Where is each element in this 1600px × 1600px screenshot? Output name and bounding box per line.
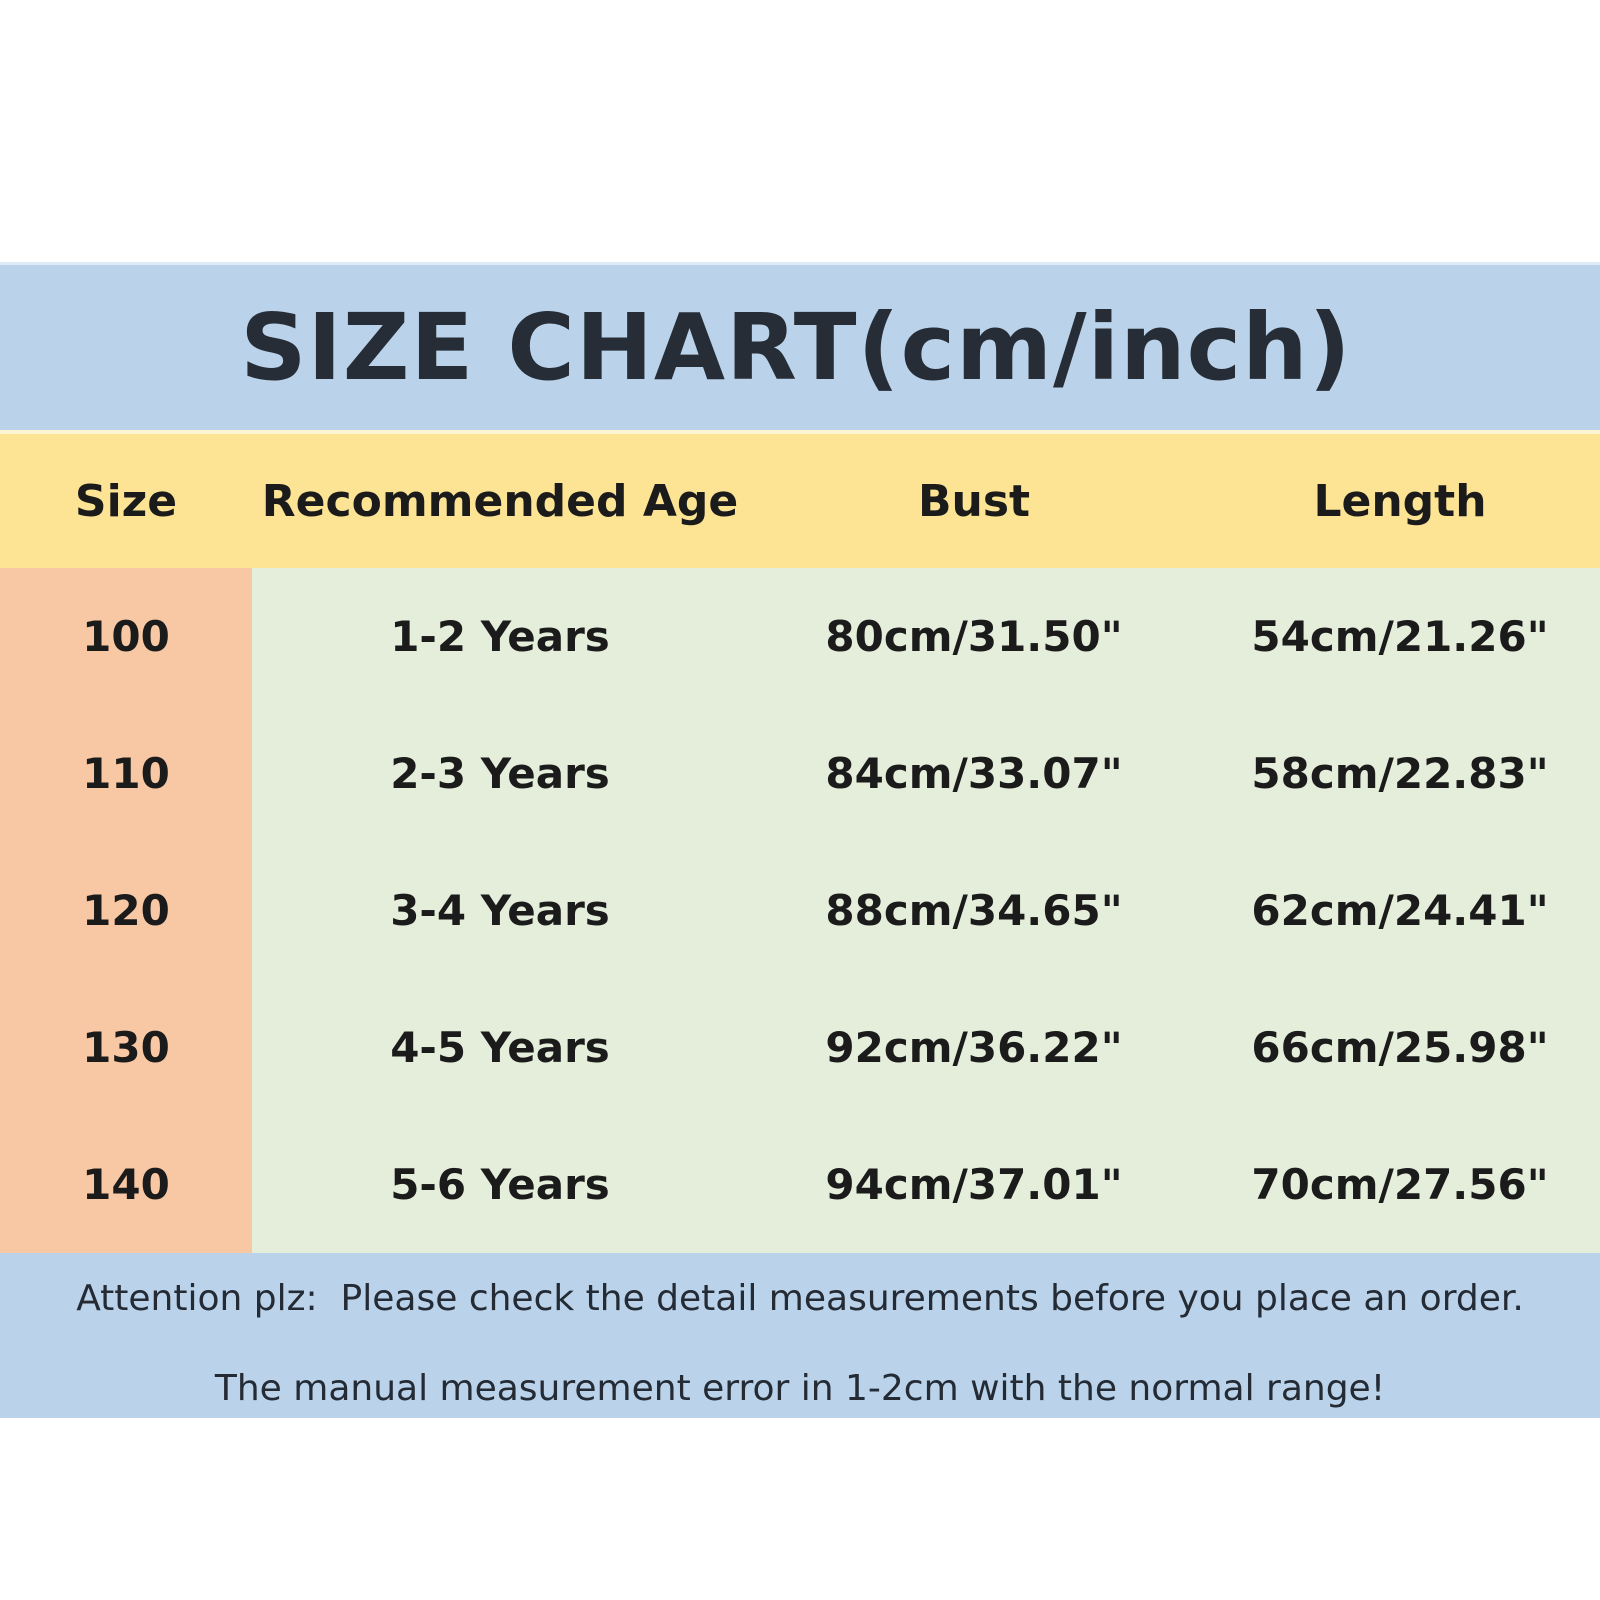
- cell-age: 1-2 Years: [390, 612, 610, 661]
- header-cell-length: Length: [1313, 475, 1487, 527]
- cell-length: 70cm/27.56": [1251, 1160, 1549, 1209]
- table-row: [0, 705, 1600, 842]
- cell-length: 58cm/22.83": [1251, 749, 1549, 798]
- header-cell-size: Size: [74, 475, 178, 527]
- cell-size: 100: [82, 612, 170, 661]
- cell-length: 62cm/24.41": [1251, 886, 1549, 935]
- footer-note-line2: The manual measurement error in 1-2cm with the normal range!: [214, 1368, 1386, 1409]
- page-title: SIZE CHART(cm/inch): [240, 294, 1352, 401]
- table-row: [0, 842, 1600, 979]
- cell-age: 2-3 Years: [390, 749, 610, 798]
- cell-size: 120: [82, 886, 170, 935]
- header-cell-bust: Bust: [917, 475, 1031, 527]
- cell-length: 66cm/25.98": [1251, 1023, 1549, 1072]
- cell-bust: 92cm/36.22": [825, 1023, 1123, 1072]
- table-body: [0, 568, 1600, 1253]
- cell-bust: 80cm/31.50": [825, 612, 1123, 661]
- table-row: [0, 1116, 1600, 1253]
- header-cell-age: Recommended Age: [261, 475, 739, 527]
- cell-size: 130: [82, 1023, 170, 1072]
- title-band: [0, 262, 1600, 430]
- cell-age: 5-6 Years: [390, 1160, 610, 1209]
- table-header-row: [0, 430, 1600, 568]
- cell-bust: 88cm/34.65": [825, 886, 1123, 935]
- cell-size: 110: [82, 749, 170, 798]
- table-row: [0, 979, 1600, 1116]
- footer-note-band: [0, 1253, 1600, 1418]
- table-row: [0, 568, 1600, 705]
- footer-note-line1: Attention plz: Please check the detail measurements before you place an order.: [76, 1278, 1524, 1319]
- cell-bust: 94cm/37.01": [825, 1160, 1123, 1209]
- cell-bust: 84cm/33.07": [825, 749, 1123, 798]
- cell-age: 3-4 Years: [390, 886, 610, 935]
- cell-size: 140: [82, 1160, 170, 1209]
- cell-length: 54cm/21.26": [1251, 612, 1549, 661]
- cell-age: 4-5 Years: [390, 1023, 610, 1072]
